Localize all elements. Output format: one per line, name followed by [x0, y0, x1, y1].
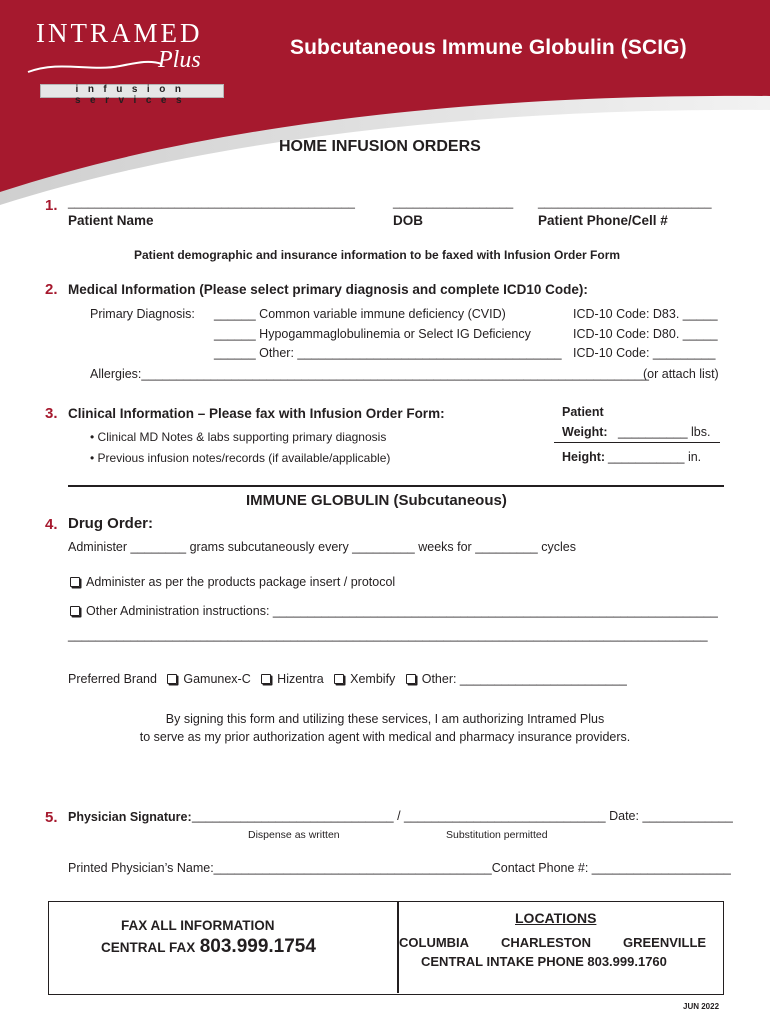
immune-globulin-banner: IMMUNE GLOBULIN (Subcutaneous) [246, 492, 507, 509]
administer-dose-field[interactable]: Administer ________ grams subcutaneously every _________ weeks for _________ cycles [68, 540, 576, 554]
contact-box [48, 901, 724, 995]
brand-other-field[interactable]: Other: ________________________ [421, 672, 627, 686]
height-field[interactable]: ___________ in. [608, 450, 702, 464]
patient-box-label: Patient [562, 405, 604, 419]
location-charleston: CHARLESTON [501, 935, 592, 950]
central-intake-phone: CENTRAL INTAKE PHONE 803.999.1760 [421, 954, 667, 969]
preferred-brand-label: Preferred Brand [68, 672, 157, 686]
physician-signature-label: Physician Signature: [68, 810, 192, 824]
section-number-1: 1. [45, 197, 58, 214]
locations-heading: LOCATIONS [515, 910, 597, 926]
patient-box-divider [554, 442, 720, 443]
section-number-5: 5. [45, 809, 58, 826]
icd-code-d83[interactable]: ICD-10 Code: D83. _____ [573, 307, 718, 321]
substitution-permitted-label: Substitution permitted [446, 829, 548, 841]
clinical-bullet-md-notes: • Clinical MD Notes & labs supporting primary diagnosis [90, 430, 387, 444]
checkbox-hizentra[interactable] [261, 674, 271, 684]
checkbox-xembify[interactable] [334, 674, 344, 684]
checkbox-other-brand[interactable] [406, 674, 416, 684]
weight-label: Weight: [562, 425, 608, 439]
patient-measurements-box [548, 400, 724, 474]
logo-tagline-bar [40, 84, 224, 106]
icd-code-d80[interactable]: ICD-10 Code: D80. _____ [573, 327, 718, 341]
checkbox-gamunex[interactable] [167, 674, 177, 684]
location-columbia: COLUMBIA [399, 935, 470, 950]
patient-name-label: Patient Name [68, 213, 154, 228]
section-number-4: 4. [45, 516, 58, 533]
clinical-bullet-infusion-records: • Previous infusion notes/records (if available/applicable) [90, 451, 391, 465]
authorization-line-2: to serve as my prior authorization agent with medical and pharmacy insurance providers. [139, 730, 631, 744]
brand-gamunex: Gamunex-C [183, 672, 251, 686]
weight-field[interactable]: __________ lbs. [618, 425, 711, 439]
central-fax-number: 803.999.1754 [199, 936, 316, 957]
diagnosis-cvid[interactable]: ______ Common variable immune deficiency (CVID) [214, 307, 506, 321]
demographic-note: Patient demographic and insurance information to be faxed with Infusion Order Form [134, 248, 621, 262]
printed-name-and-phone-field[interactable]: Printed Physician’s Name:________________________________________Contact Phone #: ____________________ [68, 861, 731, 875]
drug-order-title: Drug Order: [68, 515, 154, 532]
logo-plus: Plus [158, 47, 201, 73]
authorization-line-1: By signing this form and utilizing these services, I am authorizing Intramed Plus [165, 712, 605, 726]
dispense-as-written-label: Dispense as written [248, 829, 340, 841]
section-number-2: 2. [45, 281, 58, 298]
diagnosis-other[interactable]: ______ Other: ______________________________________ [214, 346, 562, 360]
allergies-field[interactable]: Allergies:_________________________________________________________________________ [90, 367, 649, 381]
section-4-divider [68, 485, 724, 487]
patient-phone-label: Patient Phone/Cell # [538, 213, 668, 228]
dob-label: DOB [393, 213, 423, 228]
logo-tagline: infusion services [74, 84, 192, 106]
central-fax [101, 936, 316, 958]
checkbox-package-insert[interactable] [70, 577, 80, 587]
height-label: Height: [562, 450, 606, 464]
brand-hizentra: Hizentra [277, 672, 324, 686]
icd-code-other[interactable]: ICD-10 Code: _________ [573, 346, 716, 360]
fax-all-information: FAX ALL INFORMATION [121, 918, 275, 933]
primary-diagnosis-label: Primary Diagnosis: [90, 307, 195, 321]
clinical-info-title: Clinical Information – Please fax with Infusion Order Form: [68, 406, 445, 421]
option-other-instructions-label: Other Administration instructions: ________________________________________________________________ [86, 604, 718, 618]
section-number-3: 3. [45, 405, 58, 422]
brand-xembify: Xembify [350, 672, 396, 686]
option-package-insert[interactable] [70, 575, 395, 589]
location-greenville: GREENVILLE [623, 935, 707, 950]
form-title: Subcutaneous Immune Globulin (SCIG) [290, 36, 687, 59]
medical-info-title: Medical Information (Please select primary diagnosis and complete ICD10 Code): [68, 282, 588, 297]
form-heading: HOME INFUSION ORDERS [279, 138, 481, 155]
physician-signature-field[interactable]: _____________________________ / _____________________________ Date: _____________ [192, 809, 733, 823]
dob-field[interactable]: __________________ [393, 195, 514, 209]
allergies-attach-note: (or attach list) [643, 367, 719, 381]
diagnosis-hypogammaglobulinemia[interactable]: ______ Hypogammaglobulinemia or Select IG Deficiency [214, 327, 531, 341]
option-package-insert-label: Administer as per the products package insert / protocol [86, 575, 396, 589]
logo-wordmark: INTRAMED [36, 18, 203, 48]
option-other-instructions[interactable] [70, 604, 718, 618]
central-fax-label: CENTRAL FAX [101, 940, 196, 955]
revision-date: JUN 2022 [683, 1002, 720, 1011]
patient-name-field[interactable]: ___________________________________________ [68, 195, 355, 209]
checkbox-other-instructions[interactable] [70, 606, 80, 616]
patient-phone-field[interactable]: __________________________ [538, 195, 712, 209]
preferred-brand-row [68, 672, 627, 686]
other-instructions-line[interactable]: ____________________________________________________________________________________________ [68, 628, 708, 642]
